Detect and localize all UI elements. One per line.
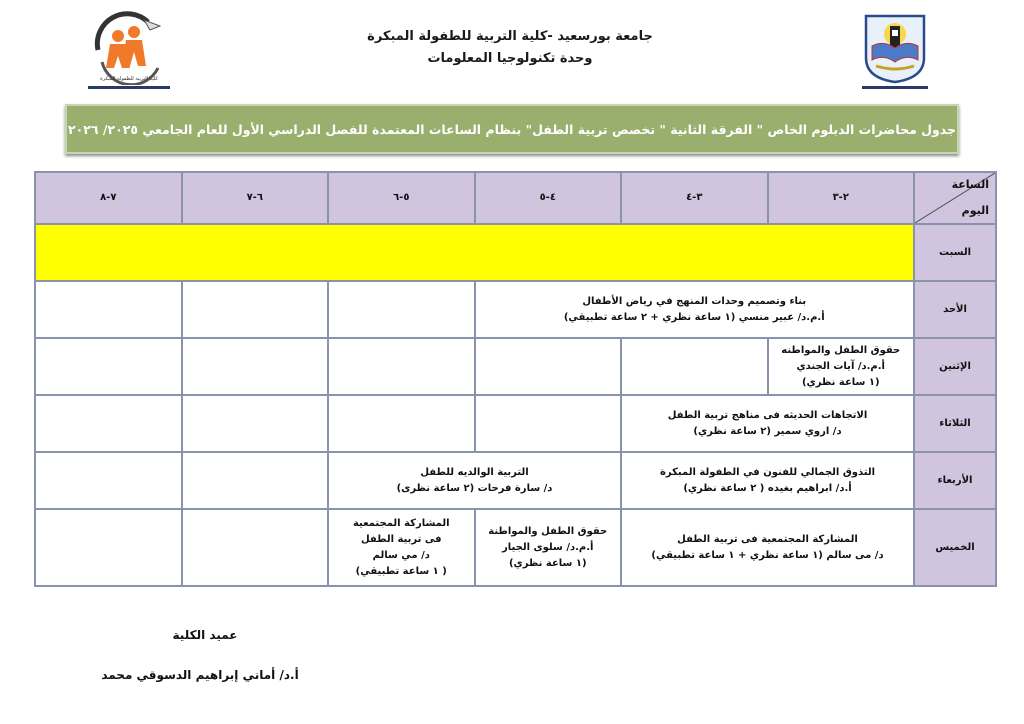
course-cell [328,509,475,586]
empty-cell [182,281,329,338]
hour-header: ٣-٤ [621,172,768,224]
course-title: حقوق الطفل والمواطنه [781,344,901,356]
course-instructor: د/ سارة فرحات (٢ ساعة نظرى) [396,482,553,494]
day-label: السبت [914,224,996,281]
course-instructor: أ.م.د/ آيات الجندي [796,360,885,372]
hour-header: ٧-٨ [35,172,182,224]
course-instructor: د/ اروي سمير (٢ ساعة نظري) [693,425,842,437]
course-hours: ( ١ ساعة تطبيقي) [355,565,447,577]
dean-name: أ.د/ أماني إبراهيم الدسوقي محمد [101,668,299,682]
course-instructor: أ.م.د/ سلوى الجيار [502,541,594,553]
faculty-logo-icon [88,10,170,85]
empty-cell [35,452,182,509]
course-cell [328,452,621,509]
course-cell [475,281,915,338]
course-instructor: د/ مي سالم [372,549,430,561]
empty-cell [35,338,182,395]
empty-cell [182,452,329,509]
hour-header: ٤-٥ [475,172,622,224]
course-cell [768,338,915,395]
header-row [35,172,996,224]
empty-cell [35,509,182,586]
empty-cell [328,395,475,452]
empty-cell [475,338,622,395]
day-axis-label: اليوم [961,204,989,217]
empty-cell [328,338,475,395]
holiday-cell [35,224,914,281]
hour-header: ٢-٣ [768,172,915,224]
table-row-tuesday [35,395,996,452]
university-logo-icon [862,12,928,84]
course-title: المشاركة المجتمعية فى تربية الطفل [677,533,858,545]
day-label: الأربعاء [914,452,996,509]
corner-cell [914,172,996,224]
empty-cell [182,509,329,586]
course-title: التربية الوالديه للطفل [420,466,529,478]
university-faculty-name: جامعة بورسعيد -كلية التربية للطفولة المبكرة [367,29,653,44]
empty-cell [182,338,329,395]
empty-cell [621,338,768,395]
schedule-title: جدول محاضرات الدبلوم الخاص " الفرقة الثانية " تخصص تربية الطفل" بنظام الساعات المعتمدة للفصل الدراسي الأول للعام الجامعي ٢٠٢٥/ ٢٠٢٦ [68,121,957,137]
course-title: التذوق الجمالي للفنون في الطفولة المبكرة [659,466,876,478]
empty-cell [475,395,622,452]
course-hours: (١ ساعة نظري) [508,557,587,569]
faculty-logo-caption: كلية التربية للطفولة المبكرة [100,76,158,82]
logo-underline [88,86,170,89]
course-hours: (١ ساعة نظري) [801,376,880,388]
empty-cell [182,395,329,452]
course-instructor: أ.م.د/ عبير منسي (١ ساعة نظري + ٢ ساعة تطبيقي) [563,311,825,323]
table-row-monday [35,338,996,395]
hour-axis-label: الساعة [951,178,989,191]
day-label: الثلاثاء [914,395,996,452]
course-cell [621,452,914,509]
empty-cell [328,281,475,338]
course-title-cont: فى تربية الطفل [360,533,442,545]
schedule-table [34,171,997,587]
schedule-title-banner [65,104,959,154]
course-cell [621,395,914,452]
table-row-thursday [35,509,996,586]
course-cell [621,509,914,586]
unit-name: وحدة تكنولوجيا المعلومات [427,51,593,66]
course-title: بناء وتصميم وحدات المنهج في رياض الأطفال [582,295,807,307]
course-title: الاتجاهات الحديثه فى مناهج تربية الطفل [667,409,868,421]
table-row-saturday [35,224,996,281]
logo-underline [862,86,928,89]
hour-header: ٦-٧ [182,172,329,224]
course-instructor: د/ مى سالم (١ ساعة نظري + ١ ساعة تطبيقي) [651,549,884,561]
day-label: الأحد [914,281,996,338]
empty-cell [35,395,182,452]
course-title: المشاركة المجتمعية [352,517,450,529]
day-label: الخميس [914,509,996,586]
page-header [330,26,690,70]
day-label: الإثنين [914,338,996,395]
dean-title: عميد الكلية [172,628,238,642]
course-title: حقوق الطفل والمواطنة [488,525,608,537]
course-instructor: أ.د/ ابراهيم بغيده ( ٢ ساعة نظري) [683,482,852,494]
table-row-wednesday [35,452,996,509]
table-row-sunday [35,281,996,338]
empty-cell [35,281,182,338]
course-cell [475,509,622,586]
hour-header: ٥-٦ [328,172,475,224]
